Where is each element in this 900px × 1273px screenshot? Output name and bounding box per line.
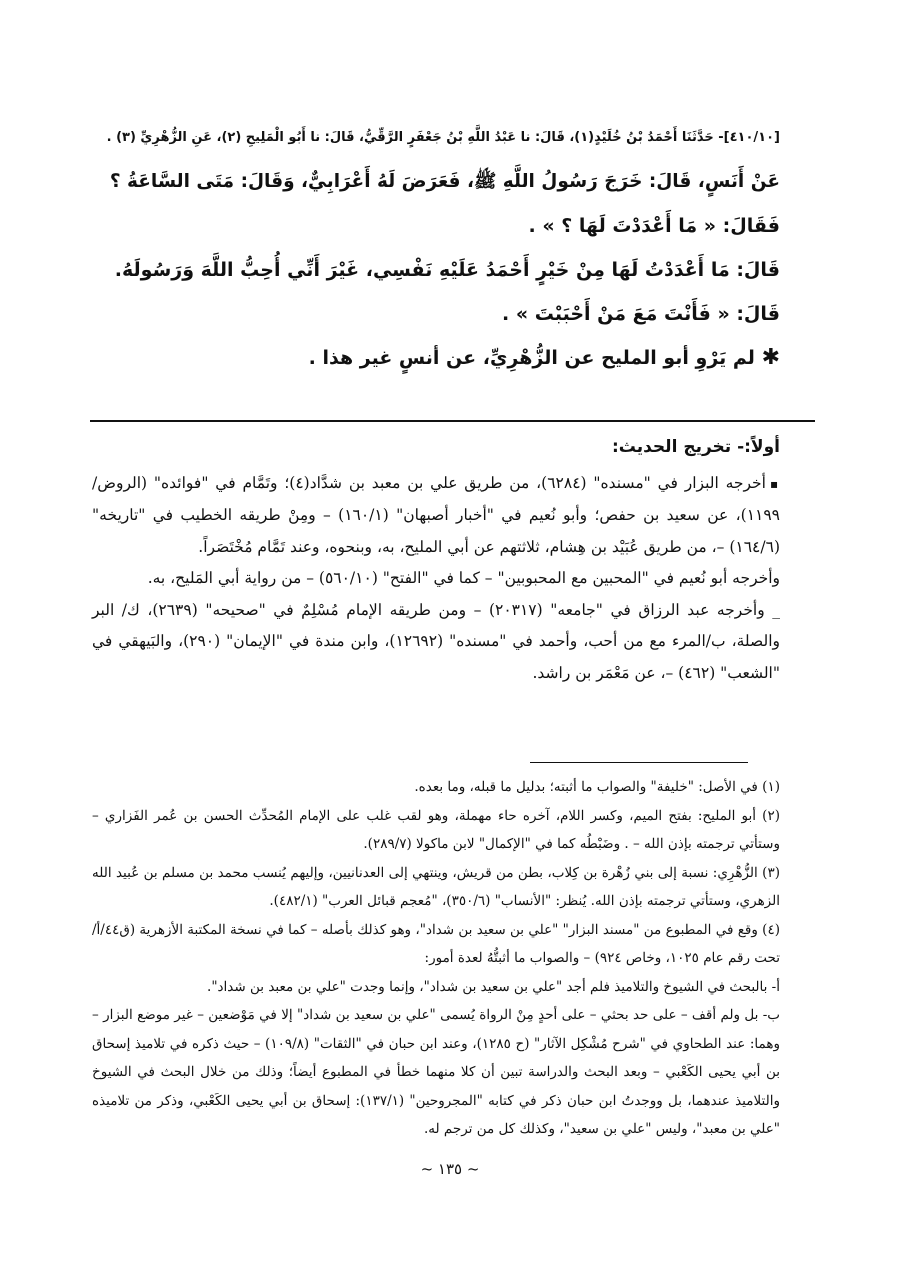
footnote-item: (١) في الأصل: "خليفة" والصواب ما أثبته؛ بدليل ما قبله، وما بعده. bbox=[414, 779, 780, 795]
footnote-item: أ- بالبحث في الشيوخ والتلاميذ فلم أجد "علي بن سعيد بن شداد"، وإنما وجدت "علي بن معبد بن شداد". bbox=[207, 978, 780, 995]
footnotes bbox=[92, 773, 780, 1144]
takhrij-paragraph bbox=[92, 468, 780, 564]
square-bullet-icon: ▪ bbox=[769, 476, 780, 491]
takhrij-heading: أولاً:- تخريج الحديث: bbox=[611, 437, 780, 457]
footnote-item: (٣) الزُّهْرِي: نسبة إلى بني زُهْرة بن كِلاب، بطن من قريش، وينتهي إلى العدنانيين، وإليهم يُنسب محمد بن مسلم بن عُبيد الله الزهري، وستأتي ترجمته بإذن الله. يُنظر: "الأنساب" (٣٥٠/٦)، "مُعجم قبائل العرب" (٤٨٢/١). bbox=[92, 864, 780, 909]
footnote-item: (٤) وقع في المطبوع من "مسند البزار" "علي بن سعيد بن شداد"، وهو كذلك بأصله – كما في نسخة المكتبة الأزهرية (ق٤٤/أ/ تحت رقم عام ١٠٢٥، وخاص ٩٢٤) – والصواب ما أثبتُّهُ لعدة أمور: bbox=[92, 921, 780, 966]
takhrij-section bbox=[92, 432, 780, 689]
takhrij-paragraph: _ وأخرجه عبد الرزاق في "جامعه" (٢٠٣١٧) – ومن طريقه الإمام مُسْلِمٌ في "صحيحه" (٢٦٣٩)، ك/ البر والصلة، ب/المرء مع من أحب، وأحمد في "مسنده" (١٢٦٩٢)، وابن مندة في "الإيمان" (٢٩٠)، والبَيهقي في "الشعب" (٤٦٢) –، عن مَعْمَر بن راشد. bbox=[92, 600, 780, 682]
page-number: ~ ١٣٥ ~ bbox=[420, 1160, 480, 1178]
hadith-note-text: لم يَرْوِ أبو المليح عن الزُّهْرِيِّ، عن أنسٍ غير هذا . bbox=[308, 347, 755, 369]
footnote-item: ب- بل ولم أقف – على حد بحثي – على أحدٍ مِنْ الرواة يُسمى "علي بن سعيد بن شداد" إلا في مَوْضعين – غير موضع البزار – وهما: عند الطحاوي في "شرح مُشْكِل الآثار" (ح ١٢٨٥)، وعند ابن حبان في "الثقات" (١٠٩/٨) – حيث ذكره في تلاميذ إسحاق بن أبي يحيى الكَعْبي – وبعد البحث والدراسة تبين أن كلا منهما خطأ في المطبوع أيضاً؛ وذلك من خلال البحث في الشيوخ والتلاميذ عندهما، بل ووجدتُ ابن حبان ذكر في كتابه "المجروحين" (١٣٧/١): إسحاق بن أبي يحيى الكَعْبي، وذكر من تلاميذه "علي بن معبد"، وليس "علي بن سعيد"، وكذلك كل من ترجم له. bbox=[92, 1007, 780, 1137]
hadith-matn-line: قَالَ: « فَأَنْتَ مَعَ مَنْ أَحْبَبْتَ » . bbox=[502, 303, 780, 325]
footnote-divider bbox=[530, 762, 748, 763]
hadith-text bbox=[100, 116, 780, 380]
asterisk-icon: ✱ bbox=[761, 345, 780, 370]
section-divider bbox=[90, 420, 815, 422]
footnote-item: (٢) أبو المليح: بفتح الميم، وكسر اللام، آخره حاء مهملة، وهو لقب غلب على الإمام المُحدِّث الحسن بن عُمر الفَزاري – وستأتي ترجمته بإذن الله – . وضَبْطُه كما في "الإكمال" لابن ماكولا (٢٨٩/٧). bbox=[92, 807, 780, 852]
hadith-matn-line: فَقَالَ: « مَا أَعْدَدْتَ لَهَا ؟ » . bbox=[528, 215, 780, 237]
hadith-note bbox=[100, 336, 780, 380]
hadith-isnad-line: [٤١٠/١٠]- حَدَّثَنَا أَحْمَدُ بْنُ خُلَيْدٍ(١)، قَالَ: نا عَبْدُ اللَّهِ بْنُ جَعْفَرٍ الرَّقِّيُّ، قَالَ: نا أَبُو الْمَلِيحِ (٢)، عَنِ الزُّهْرِيِّ (٣) . bbox=[106, 130, 780, 145]
takhrij-paragraph: وأخرجه أبو نُعيم في "المحبين مع المحبوبين" – كما في "الفتح" (٥٦٠/١٠) – من رواية أبي المَليح، به. bbox=[147, 569, 780, 587]
hadith-matn-line: عَنْ أَنَسٍ، قَالَ: خَرَجَ رَسُولُ اللَّهِ ﷺ، فَعَرَضَ لَهُ أَعْرَابِيٌّ، وَقَالَ: مَتَى السَّاعَةُ ؟ bbox=[109, 171, 780, 192]
hadith-matn-line: قَالَ: مَا أَعْدَدْتُ لَهَا مِنْ خَيْرٍ أَحْمَدُ عَلَيْهِ نَفْسِي، غَيْرَ أَنِّي أُحِبُّ اللَّهَ وَرَسُولَهُ. bbox=[114, 259, 780, 281]
takhrij-paragraph-text: أخرجه البزار في "مسنده" (٦٢٨٤)، من طريق علي بن معبد بن شدَّاد(٤)؛ وتَمَّام في "فوائده" (الروض/١١٩٩)، عن سعيد بن حفص؛ وأبو نُعيم في "أخبار أصبهان" (١٦٠/١) – ومِنْ طريقه الخطيب في "تاريخه" (١٦٤/٦) –، من طريق عُبَيْد بن هِشام، ثلاثتهم عن أبي المليح، به، وبنحوه، وعند تَمَّام مُخْتَصَراً. bbox=[92, 473, 780, 556]
